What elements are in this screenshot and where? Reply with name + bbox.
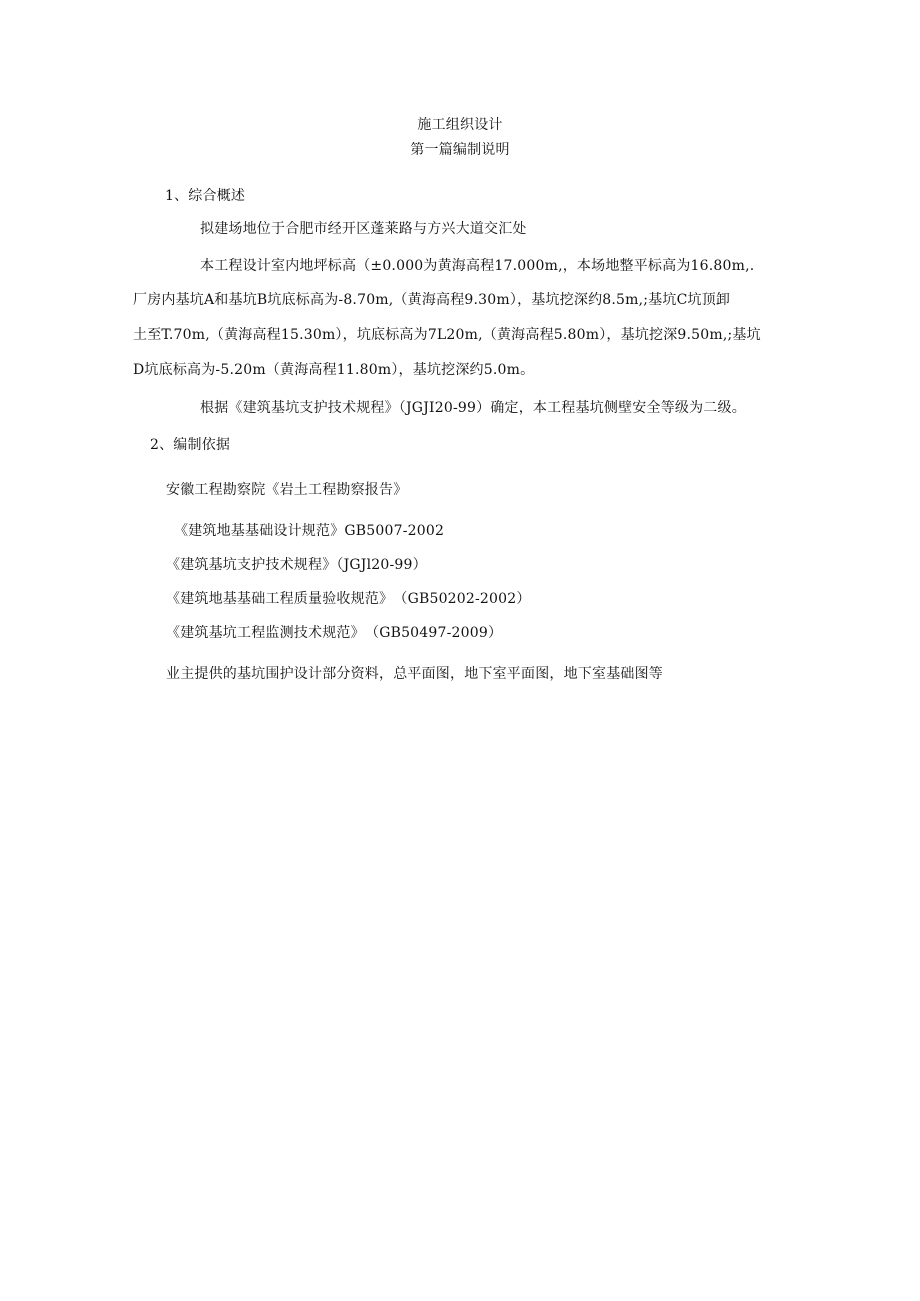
- basis-item: 《建筑地基基础工程质量验收规范》 （GB50202-2002）: [166, 591, 531, 607]
- document-title: 施工组织设计: [417, 117, 503, 133]
- elevation-paragraph-line-1: 本工程设计室内地坪标高（±0.000为黄海高程17.000m,，本场地整平标高为16.80m,.: [200, 258, 755, 274]
- basis-item: 业主提供的基坑围护设计部分资料，总平面图，地下室平面图，地下室基础图等: [166, 666, 663, 682]
- basis-item: 《建筑基坑工程监测技术规范》 （GB50497-2009）: [166, 625, 503, 641]
- section-1-heading: 1、综合概述: [165, 188, 246, 204]
- elevation-paragraph-line-3: 土至T.70m,（黄海高程15.30m），坑底标高为7L20m,（黄海高程5.80m），基坑挖深9.50m,;基坑: [133, 327, 761, 343]
- basis-item: 《建筑基坑支护技术规程》（JGJl20-99）: [166, 557, 427, 573]
- section-2-heading: 2、编制依据: [150, 437, 231, 453]
- safety-grade-paragraph: 根据《建筑基坑支护技术规程》（JGJI20-99）确定，本工程基坑侧壁安全等级为二级。: [200, 400, 746, 416]
- elevation-paragraph-line-4: D坑底标高为-5.20m（黄海高程11.80m），基坑挖深约5.0m。: [133, 362, 535, 378]
- elevation-paragraph-line-2: 厂房内基坑A和基坑B坑底标高为-8.70m,（黄海高程9.30m），基坑挖深约8.5m,;基坑C坑顶卸: [133, 292, 731, 308]
- basis-item: 安徽工程勘察院《岩土工程勘察报告》: [166, 482, 408, 498]
- basis-item: 《建筑地基基础设计规范》GB5007-2002: [174, 523, 445, 539]
- site-location-paragraph: 拟建场地位于合肥市经开区蓬莱路与方兴大道交汇处: [200, 221, 527, 237]
- document-subtitle: 第一篇编制说明: [410, 142, 510, 158]
